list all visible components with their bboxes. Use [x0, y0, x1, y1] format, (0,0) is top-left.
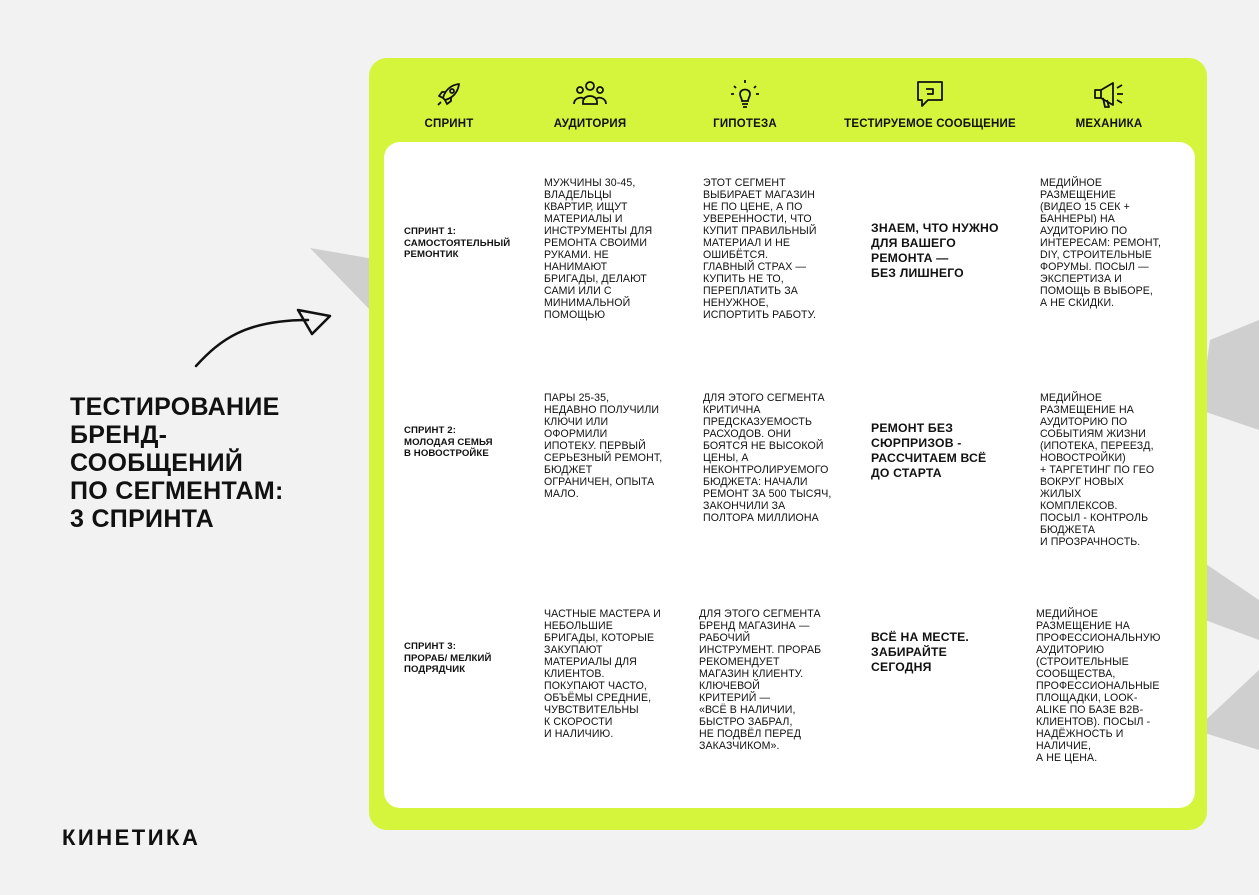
row-3-sprint: СПРИНТ 3: ПРОРАБ/ МЕЛКИЙ ПОДРЯДЧИК	[404, 641, 492, 675]
header-sprint	[409, 78, 489, 130]
header-label: ГИПОТЕЗА	[713, 118, 777, 130]
rocket-icon	[433, 78, 465, 110]
row-3-message: ВСЁ НА МЕСТЕ. ЗАБИРАЙТЕ СЕГОДНЯ	[871, 630, 970, 674]
row-1-audience: МУЖЧИНЫ 30-45, ВЛАДЕЛЬЦЫ КВАРТИР, ИЩУТ МАТЕРИАЛЫ И ИНСТРУМЕНТЫ ДЛЯ РЕМОНТА СВОИМИ РУКАМИ. НЕ НАНИМАЮТ БРИГАДЫ, ДЕЛАЮТ САМИ ИЛИ С МИНИМАЛЬНОЙ ПОМОЩЬЮ	[544, 177, 653, 321]
background-shape-right-middle	[1200, 560, 1259, 640]
header-label: ТЕСТИРУЕМОЕ СООБЩЕНИЕ	[844, 118, 1016, 130]
megaphone-icon	[1091, 78, 1127, 110]
row-1-sprint: СПРИНТ 1: САМОСТОЯТЕЛЬНЫЙ РЕМОНТИК	[404, 226, 511, 260]
page-title: ТЕСТИРОВАНИЕ БРЕНД- СООБЩЕНИЙ ПО СЕГМЕНТАМ: 3 СПРИНТА	[70, 393, 284, 533]
lightbulb-icon	[729, 78, 761, 110]
row-2-hypothesis: ДЛЯ ЭТОГО СЕГМЕНТА КРИТИЧНА ПРЕДСКАЗУЕМОСТЬ РАСХОДОВ. ОНИ БОЯТСЯ НЕ ВЫСОКОЙ ЦЕНЫ, А НЕКОНТРОЛИРУЕМОГО БЮДЖЕТА: НАЧАЛИ РЕМОНТ ЗА 500 ТЫСЯЧ, ЗАКОНЧИЛИ ЗА ПОЛТОРА МИЛЛИОНА	[703, 392, 832, 524]
header-audience	[544, 78, 636, 130]
row-3-mechanics: МЕДИЙНОЕ РАЗМЕЩЕНИЕ НА ПРОФЕССИОНАЛЬНУЮ АУДИТОРИЮ (СТРОИТЕЛЬНЫЕ СООБЩЕСТВА, ПРОФЕССИОНАЛЬНЫЕ ПЛОЩАДКИ, LOOK- ALIKE ПО БАЗЕ B2B- КЛИЕНТОВ). ПОСЫЛ - НАДЁЖНОСТЬ И НАЛИЧИЕ, А НЕ ЦЕНА.	[1036, 608, 1161, 764]
arrow-icon	[190, 300, 340, 375]
row-1-hypothesis: ЭТОТ СЕГМЕНТ ВЫБИРАЕТ МАГАЗИН НЕ ПО ЦЕНЕ, А ПО УВЕРЕННОСТИ, ЧТО КУПИТ ПРАВИЛЬНЫЙ МАТЕРИАЛ И НЕ ОШИБЁТСЯ. ГЛАВНЫЙ СТРАХ — КУПИТЬ НЕ ТО, ПЕРЕПЛАТИТЬ ЗА НЕНУЖНОЕ, ИСПОРТИТЬ РАБОТУ.	[703, 177, 817, 321]
row-2-audience: ПАРЫ 25-35, НЕДАВНО ПОЛУЧИЛИ КЛЮЧИ ИЛИ ОФОРМИЛИ ИПОТЕКУ. ПЕРВЫЙ СЕРЬЕЗНЫЙ РЕМОНТ, БЮДЖЕТ ОГРАНИЧЕН, ОПЫТА МАЛО.	[544, 392, 663, 500]
row-3-hypothesis: ДЛЯ ЭТОГО СЕГМЕНТА БРЕНД МАГАЗИНА — РАБОЧИЙ ИНСТРУМЕНТ. ПРОРАБ РЕКОМЕНДУЕТ МАГАЗИН КЛИЕНТУ. КЛЮЧЕВОЙ КРИТЕРИЙ — «ВСЁ В НАЛИЧИИ, БЫСТРО ЗАБРАЛ, НЕ ПОДВЁЛ ПЕРЕД ЗАКАЗЧИКОМ».	[699, 608, 822, 752]
header-hypothesis	[705, 78, 785, 130]
row-1-mechanics: МЕДИЙНОЕ РАЗМЕЩЕНИЕ (ВИДЕО 15 СЕК + БАННЕРЫ) НА АУДИТОРИЮ ПО ИНТЕРЕСАМ: РЕМОНТ, DIY, СТРОИТЕЛЬНЫЕ ФОРУМЫ. ПОСЫЛ — ЭКСПЕРТИЗА И ПОМОЩЬ В ВЫБОРЕ, А НЕ СКИДКИ.	[1040, 177, 1162, 309]
header-label: МЕХАНИКА	[1075, 118, 1143, 130]
row-3-audience: ЧАСТНЫЕ МАСТЕРА И НЕБОЛЬШИЕ БРИГАДЫ, КОТОРЫЕ ЗАКУПАЮТ МАТЕРИАЛЫ ДЛЯ КЛИЕНТОВ. ПОКУПАЮТ ЧАСТО, ОБЪЁМЫ СРЕДНИЕ, ЧУВСТВИТЕЛЬНЫ К СКОРОСТИ И НАЛИЧИЮ.	[544, 608, 661, 740]
row-2-mechanics: МЕДИЙНОЕ РАЗМЕЩЕНИЕ НА АУДИТОРИЮ ПО СОБЫТИЯМ ЖИЗНИ (ИПОТЕКА, ПЕРЕЕЗД, НОВОСТРОЙКИ) + ТАРГЕТИНГ ПО ГЕО ВОКРУГ НОВЫХ ЖИЛЫХ КОМПЛЕКСОВ. ПОСЫЛ - КОНТРОЛЬ БЮДЖЕТА И ПРОЗРАЧНОСТЬ.	[1040, 392, 1155, 548]
header-label: АУДИТОРИЯ	[553, 118, 627, 130]
speech-bubble-icon	[914, 78, 946, 110]
brand-logo: КИНЕТИКА	[62, 825, 201, 850]
header-message	[838, 78, 1022, 130]
people-icon	[572, 78, 608, 110]
row-1-message: ЗНАЕМ, ЧТО НУЖНО ДЛЯ ВАШЕГО РЕМОНТА — БЕЗ ЛИШНЕГО	[871, 221, 999, 280]
row-2-message: РЕМОНТ БЕЗ СЮРПРИЗОВ - РАССЧИТАЕМ ВСЁ ДО СТАРТА	[871, 421, 987, 480]
header-label: СПРИНТ	[424, 118, 474, 130]
header-mechanics	[1069, 78, 1149, 130]
row-2-sprint: СПРИНТ 2: МОЛОДАЯ СЕМЬЯ В НОВОСТРОЙКЕ	[404, 425, 493, 459]
